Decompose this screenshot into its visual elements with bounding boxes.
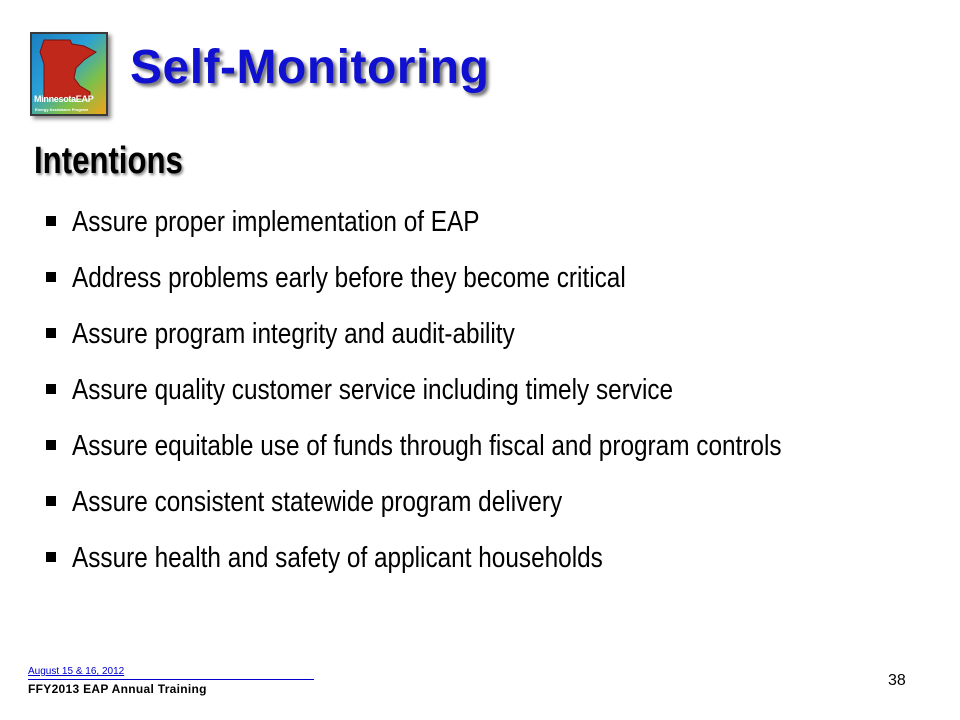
- footer-training-label: FFY2013 EAP Annual Training: [28, 682, 207, 696]
- footer-date-link[interactable]: August 15 & 16, 2012: [28, 666, 125, 677]
- list-item-text: Assure equitable use of funds through fiscal and program controls: [72, 430, 782, 462]
- list-item-text: Assure program integrity and audit-ability: [72, 318, 515, 350]
- logo-text: MinnesotaEAP: [34, 94, 94, 104]
- intentions-list: [42, 204, 942, 596]
- footer-divider: [28, 679, 314, 680]
- list-item: [42, 204, 942, 241]
- square-bullet-icon: [46, 552, 56, 562]
- list-item: [42, 540, 942, 577]
- list-item-text: Assure quality customer service including timely service: [72, 374, 674, 406]
- page-number: 38: [888, 672, 906, 689]
- list-item-text: Assure proper implementation of EAP: [72, 206, 480, 238]
- slide-title: Self-Monitoring: [130, 41, 490, 94]
- square-bullet-icon: [46, 328, 56, 338]
- square-bullet-icon: [46, 440, 56, 450]
- square-bullet-icon: [46, 216, 56, 226]
- square-bullet-icon: [46, 384, 56, 394]
- minnesota-eap-logo: [30, 32, 108, 116]
- square-bullet-icon: [46, 272, 56, 282]
- list-item: [42, 428, 942, 465]
- list-item: [42, 484, 942, 521]
- section-heading: Intentions: [34, 140, 183, 182]
- list-item: [42, 372, 942, 409]
- list-item-text: Assure consistent statewide program delivery: [72, 486, 563, 518]
- list-item: [42, 260, 942, 297]
- list-item-text: Address problems early before they become critical: [72, 262, 626, 294]
- logo-subtext: Energy Assistance Program: [35, 107, 89, 112]
- list-item-text: Assure health and safety of applicant households: [72, 542, 603, 574]
- list-item: [42, 316, 942, 353]
- square-bullet-icon: [46, 496, 56, 506]
